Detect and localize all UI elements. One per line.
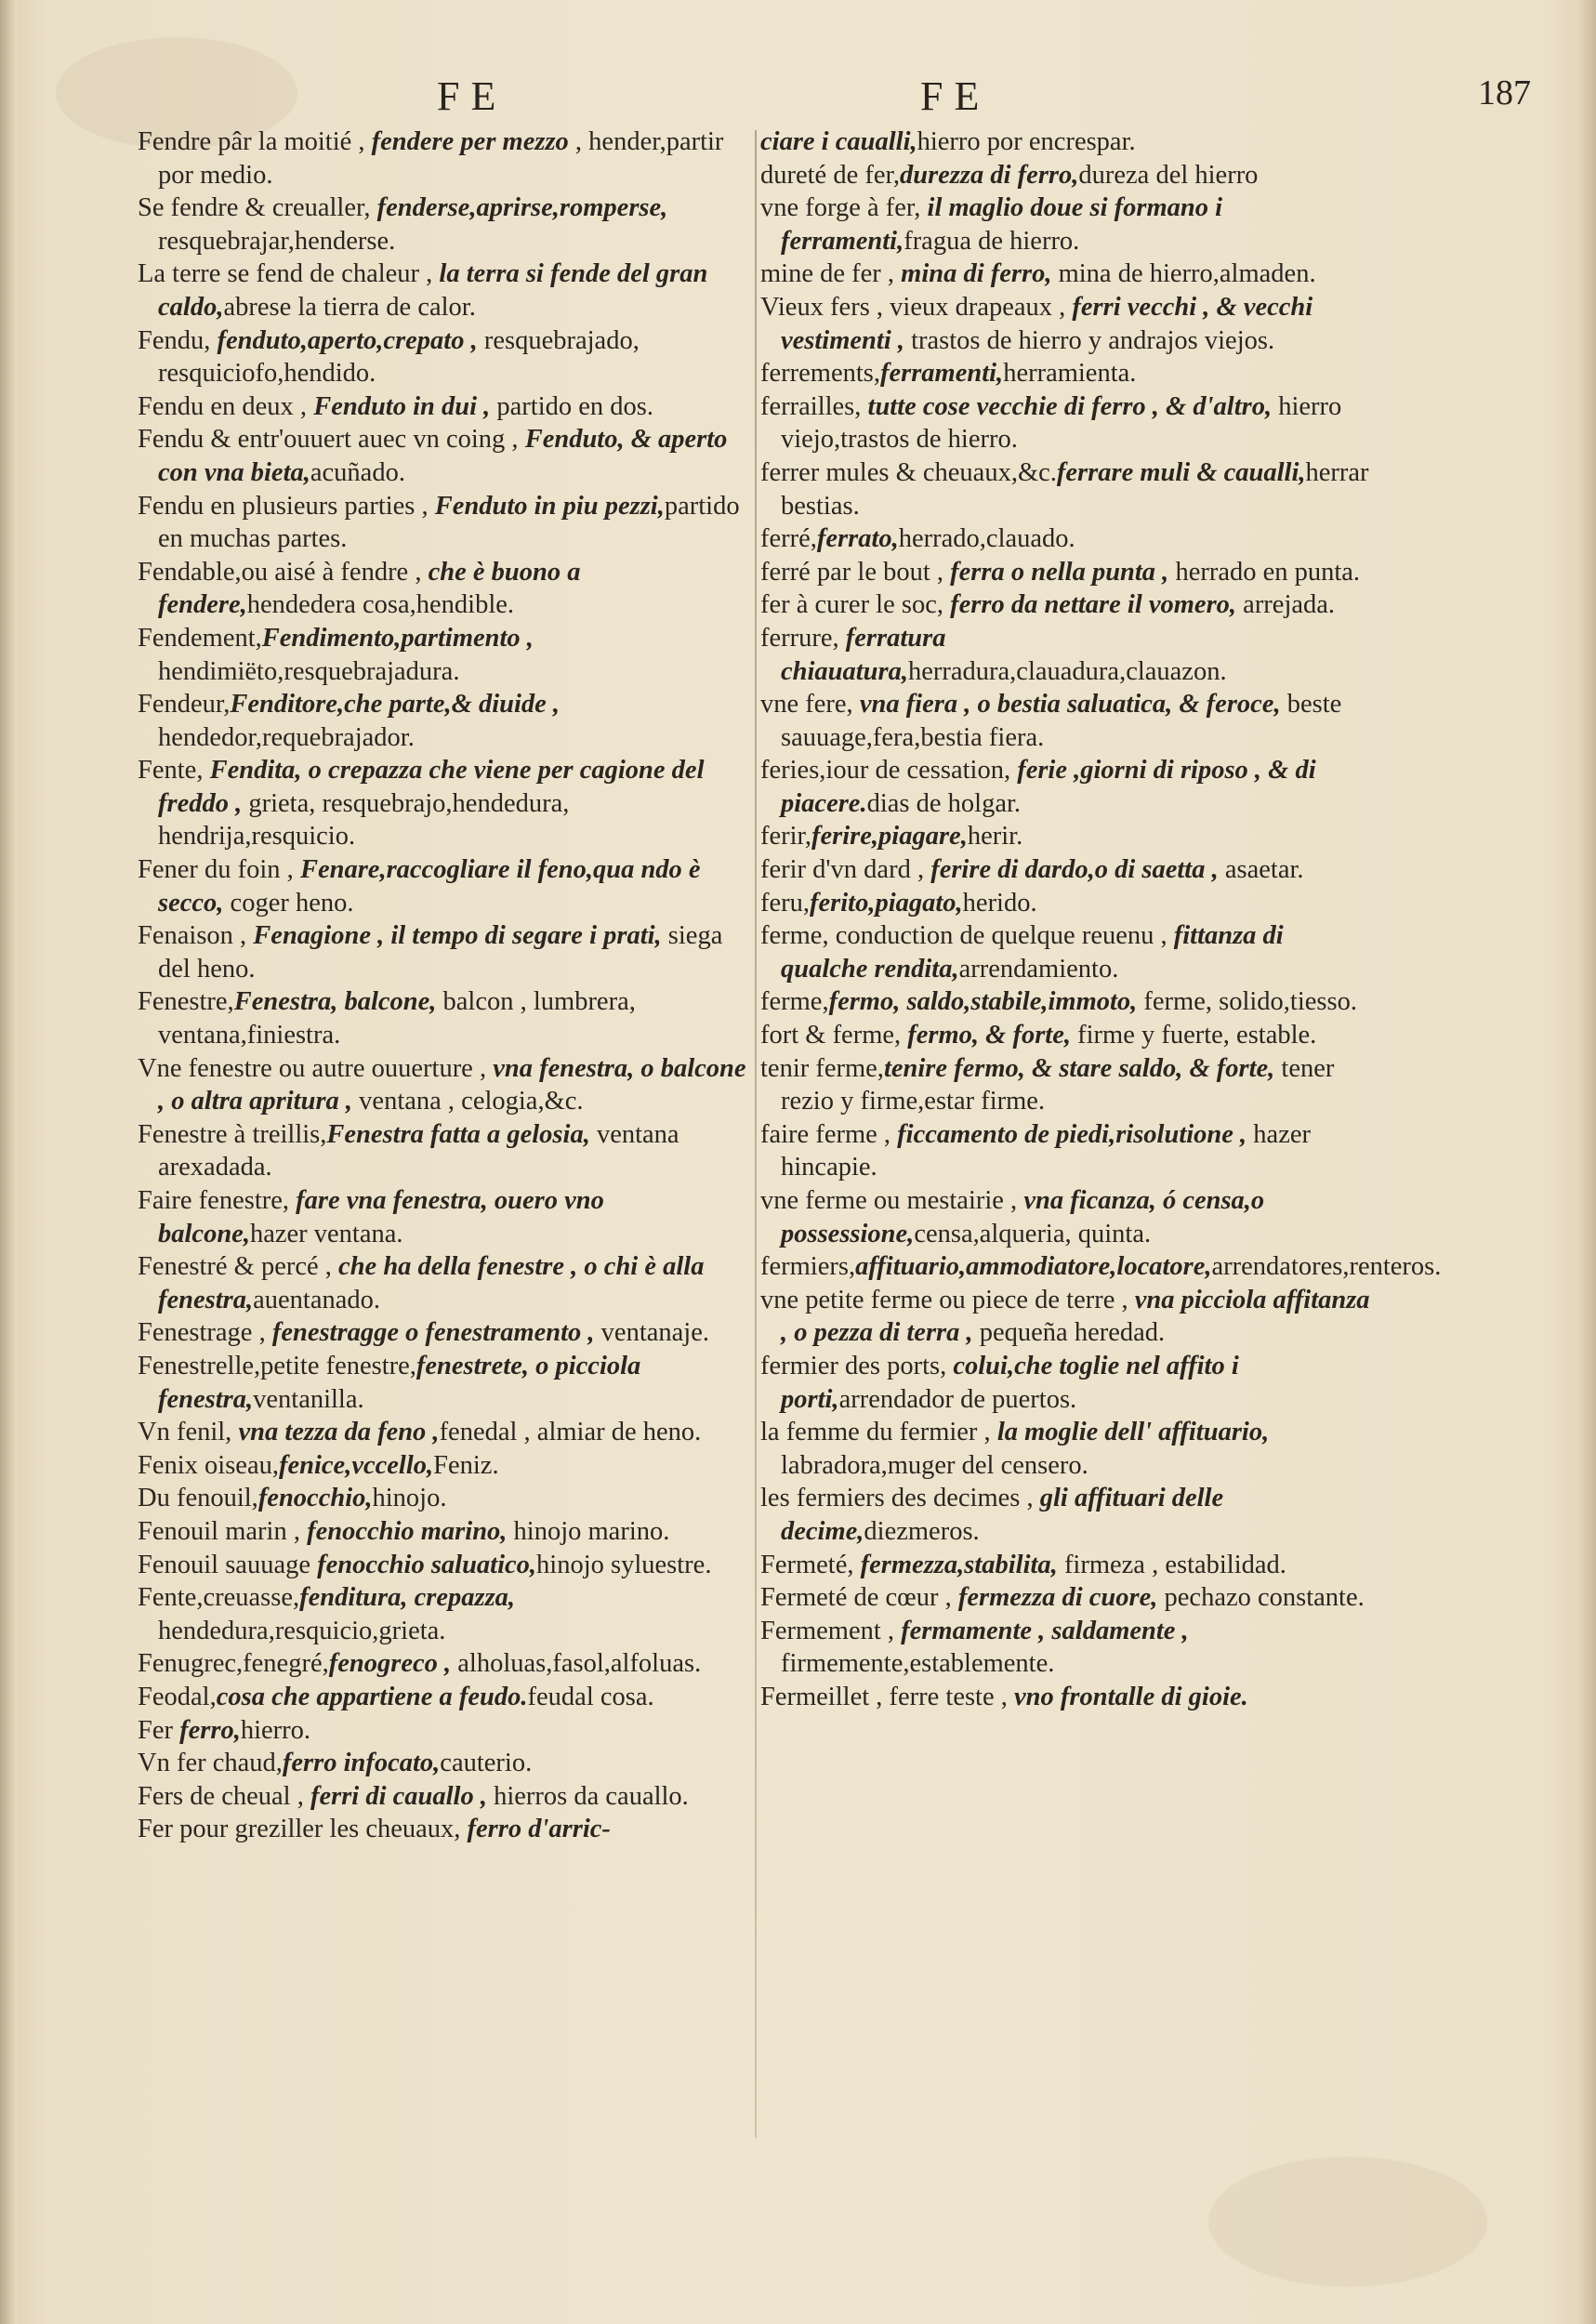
italian-translation: fenestragge o fenestramento , — [271, 1318, 595, 1348]
french-headword: Faire fenestre, — [138, 1186, 297, 1215]
french-headword: ferré, — [760, 524, 817, 554]
french-headword: ferrements, — [760, 359, 880, 389]
french-headword: Fendu & entr'ouuert auec vn coing , — [138, 425, 525, 455]
dictionary-entry — [138, 1747, 756, 1780]
spanish-translation: labradora,muger del censero. — [781, 1450, 1088, 1480]
french-headword: Fenestre, — [138, 987, 234, 1017]
italian-translation: Fenare,raccogliare il feno,qua ndo è secco, — [158, 855, 701, 918]
french-headword: ferme, conduction de quelque reuenu , — [760, 921, 1174, 951]
spanish-translation: , hender,partir por medio. — [158, 127, 724, 190]
french-headword: tenir ferme, — [760, 1053, 884, 1083]
spanish-translation: hendimiëto,resquebrajadura. — [158, 656, 460, 686]
spanish-translation: herir. — [967, 822, 1023, 852]
spanish-translation: herrado,clauado. — [898, 524, 1075, 554]
dictionary-entry — [760, 159, 1374, 192]
italian-translation: Fenduto, & aperto con vna bieta, — [158, 425, 728, 487]
french-headword: Fermeté, — [760, 1550, 861, 1579]
italian-translation: Fenditore,che parte,& diuide , — [230, 690, 561, 720]
dictionary-entry — [760, 1615, 1374, 1681]
french-headword: feries,iour de cessation, — [760, 756, 1018, 786]
spanish-translation: hinojo. — [372, 1484, 447, 1513]
italian-translation: ferrato, — [816, 524, 899, 554]
dictionary-entry — [760, 887, 1374, 920]
spanish-translation: arrendatores,renteros. — [1211, 1252, 1442, 1282]
italian-translation: ferire di dardo,o di saetta , — [930, 855, 1219, 885]
spanish-translation: hazer hincapie. — [781, 1119, 1311, 1182]
french-headword: Fenugrec,fenegré, — [138, 1649, 329, 1679]
dictionary-entry — [760, 1681, 1374, 1714]
italian-translation: vno frontalle di gioie. — [1014, 1682, 1248, 1711]
dictionary-entry — [760, 456, 1374, 522]
italian-translation: ferrare muli & caualli, — [1056, 457, 1306, 487]
french-headword: ferré par le bout , — [760, 557, 951, 587]
dictionary-entry — [138, 1449, 756, 1483]
dictionary-entry — [760, 985, 1374, 1019]
running-header — [0, 73, 1596, 128]
french-headword: Fendable,ou aisé à fendre , — [138, 557, 429, 587]
italian-translation: ferri di cauallo , — [310, 1781, 487, 1811]
italian-translation: durezza di ferro, — [899, 160, 1079, 190]
spanish-translation: ventanaje. — [594, 1318, 709, 1348]
french-headword: Fermement , — [760, 1616, 902, 1645]
italian-translation: fenocchio saluatico, — [317, 1550, 537, 1579]
french-headword: Fendu en plusieurs parties , — [138, 491, 435, 521]
spanish-translation: dias de holgar. — [866, 788, 1022, 818]
spanish-translation: asaetar. — [1218, 855, 1304, 885]
dictionary-entry — [138, 1350, 756, 1416]
french-headword: la femme du fermier , — [760, 1418, 997, 1447]
spanish-translation: herrar bestias. — [781, 457, 1369, 521]
spanish-translation: balcon , lumbrera, ventana,finiestra. — [158, 987, 636, 1050]
dictionary-entry — [760, 1052, 1374, 1118]
italian-translation: Fendita, o crepazza che viene per cagione del freddo , — [158, 756, 705, 818]
spanish-translation: herido. — [962, 888, 1037, 918]
spanish-translation: hendedura,resquicio,grieta. — [158, 1616, 446, 1645]
french-headword: ferir d'vn dard , — [760, 855, 931, 885]
french-headword: vne forge à fer, — [760, 193, 928, 223]
spanish-translation: herradura,clauadura,clauazon. — [908, 656, 1227, 686]
dictionary-entry — [138, 423, 756, 489]
italian-translation: ferra o nella punta , — [950, 557, 1169, 587]
dictionary-entry — [760, 556, 1374, 589]
spanish-translation: tener rezio y firme,estar firme. — [781, 1053, 1335, 1116]
italian-translation: Fenagione , il tempo di segare i prati, — [253, 921, 662, 951]
italian-translation: ferri vecchi , & vecchi vestimenti , — [781, 292, 1313, 355]
spanish-translation: mina de hierro,almaden. — [1051, 259, 1316, 289]
italian-translation: fenditura, crepazza, — [299, 1583, 516, 1613]
italian-translation: ferro da nettare il vomero, — [950, 590, 1237, 620]
spanish-translation: herramienta. — [1003, 359, 1137, 389]
spanish-translation: ferme, solido,tiesso. — [1137, 987, 1357, 1017]
french-headword: Fenouil marin , — [138, 1516, 308, 1546]
french-headword: fermiers, — [760, 1252, 856, 1282]
french-headword: Vn fer chaud, — [138, 1749, 283, 1778]
spanish-translation: Feniz. — [433, 1450, 499, 1480]
italian-translation: fermo, saldo,stabile,immoto, — [828, 987, 1138, 1017]
dictionary-entry — [138, 985, 756, 1051]
dictionary-entry — [760, 1118, 1374, 1184]
italian-translation: la terra si fende del gran caldo, — [158, 259, 708, 322]
dictionary-entry — [760, 588, 1374, 622]
french-headword: Fermeillet , ferre teste , — [760, 1682, 1015, 1711]
french-headword: Fendre pâr la moitié , — [138, 127, 372, 156]
spanish-translation: hendedera cosa,hendible. — [246, 590, 515, 620]
italian-translation: fenocchio marino, — [307, 1516, 508, 1546]
dictionary-entry — [760, 853, 1374, 887]
italian-translation: vna tezza da feno , — [238, 1418, 440, 1447]
french-headword: Feodal, — [138, 1682, 217, 1711]
spanish-translation: censa,alqueria, quinta. — [914, 1219, 1152, 1248]
dictionary-entry — [138, 1416, 756, 1449]
spanish-translation: pequeña heredad. — [972, 1318, 1166, 1348]
spanish-translation: arrendamiento. — [958, 954, 1119, 984]
french-headword: Fenestré & percé , — [138, 1252, 339, 1282]
french-headword: Se fendre & creualler, — [138, 193, 377, 223]
spanish-translation: hazer ventana. — [249, 1219, 403, 1248]
spanish-translation: partido en muchas partes. — [158, 491, 740, 554]
dictionary-entry — [138, 1780, 756, 1814]
dictionary-entry — [138, 556, 756, 622]
spanish-translation: arrendador de puertos. — [838, 1384, 1077, 1414]
french-headword: Fendu en deux , — [138, 391, 314, 421]
french-headword: Fenaison , — [138, 921, 254, 951]
french-headword: Fendement, — [138, 623, 262, 653]
spanish-translation: diezmeros. — [864, 1516, 980, 1546]
spanish-translation: dureza del hierro — [1078, 160, 1259, 190]
italian-translation: Fenduto in dui , — [313, 391, 491, 421]
spanish-translation: herrado en punta. — [1168, 557, 1361, 587]
header-right: FE — [920, 73, 991, 119]
italian-translation: affituario,ammodiatore,locatore, — [855, 1252, 1212, 1282]
header-left: FE — [437, 73, 508, 119]
dictionary-entry — [760, 622, 1374, 688]
italian-translation: tutte cose vecchie di ferro , & d'altro, — [867, 391, 1273, 421]
italian-translation: vna fenestra, o balcone , o altra apritura , — [158, 1053, 746, 1116]
french-headword: ferme, — [760, 987, 829, 1017]
dictionary-entry — [138, 622, 756, 688]
french-headword: vne petite ferme ou piece de terre , — [760, 1285, 1135, 1314]
french-headword: Du fenouil, — [138, 1484, 258, 1513]
italian-translation: fermo, & forte, — [907, 1021, 1071, 1050]
dictionary-entry — [138, 1581, 756, 1647]
italian-translation: colui,che toglie nel affito i porti, — [781, 1351, 1239, 1414]
italian-translation: vna ficanza, ó censa,o possessione, — [781, 1186, 1265, 1248]
french-headword: les fermiers des decimes , — [760, 1484, 1040, 1513]
italian-translation: fenocchio, — [257, 1484, 373, 1513]
french-headword: Vn fenil, — [138, 1418, 239, 1447]
italian-translation: ferro, — [179, 1715, 241, 1745]
french-headword: La terre se fend de chaleur , — [138, 259, 440, 289]
dictionary-entry — [138, 191, 756, 257]
italian-translation: fenestrete, o picciola fenestra, — [158, 1351, 641, 1414]
dictionary-entry — [760, 1350, 1374, 1416]
spanish-translation: hierro por encrespar. — [917, 127, 1136, 156]
italian-translation: fenderse,aprirse,romperse, — [376, 193, 668, 223]
spanish-translation: coger heno. — [223, 888, 354, 918]
french-headword: Fenestrelle,petite fenestre, — [138, 1351, 416, 1380]
italian-translation: vna picciola affitanza , o pezza di terra , — [781, 1285, 1370, 1348]
italian-translation: ferire,piagare, — [811, 822, 968, 852]
dictionary-entry — [138, 1118, 756, 1184]
french-headword: Fendu, — [138, 325, 218, 355]
paper-stain — [1208, 2157, 1487, 2287]
spanish-translation: hierro. — [240, 1715, 311, 1745]
italian-translation: fittanza di qualche rendita, — [781, 921, 1284, 984]
dictionary-entry — [138, 1549, 756, 1582]
dictionary-entry — [138, 125, 756, 191]
italian-translation: Fenduto in piu pezzi, — [434, 491, 665, 521]
french-headword: mine de fer , — [760, 259, 902, 289]
dictionary-entry — [760, 1581, 1374, 1615]
french-headword: Vne fenestre ou autre ouuerture , — [138, 1053, 494, 1083]
spanish-translation: partido en dos. — [490, 391, 653, 421]
italian-translation: il maglio doue si formano i ferramenti, — [781, 193, 1223, 256]
spanish-translation: firme y fuerte, estable. — [1071, 1021, 1317, 1050]
italian-translation: fare vna fenestra, ouero vno balcone, — [158, 1186, 604, 1248]
spanish-translation: firmemente,establemente. — [781, 1649, 1055, 1679]
spanish-translation: grieta, resquebrajo,hendedura, hendrija,resquicio. — [158, 788, 570, 852]
french-headword: ferrailles, — [760, 391, 868, 421]
french-headword: ferir, — [760, 822, 812, 852]
dictionary-entry — [760, 522, 1374, 556]
italian-translation: Fenestra, balcone, — [233, 987, 437, 1017]
spanish-translation: fenedal , almiar de heno. — [439, 1418, 702, 1447]
dictionary-entry — [138, 257, 756, 324]
dictionary-entry — [760, 291, 1374, 357]
dictionary-entry — [760, 754, 1374, 820]
dictionary-entry — [760, 125, 1374, 159]
french-headword: feru, — [760, 888, 811, 918]
spanish-translation: firmeza , estabilidad. — [1057, 1550, 1286, 1579]
french-headword: ferrure, — [760, 623, 846, 653]
dictionary-entry — [138, 1647, 756, 1681]
dictionary-entry — [760, 820, 1374, 853]
french-headword: vne fere, — [760, 690, 860, 720]
spanish-translation: abrese la tierra de calor. — [223, 292, 476, 322]
french-headword: Fenestrage , — [138, 1318, 272, 1348]
dictionary-entry — [138, 919, 756, 985]
french-headword: ferrer mules & cheuaux,&c. — [760, 457, 1057, 487]
italian-translation: ferro d'arric- — [467, 1815, 611, 1844]
italian-translation: che è buono a fendere, — [158, 557, 581, 620]
dictionary-entry — [138, 1184, 756, 1250]
italian-translation: ferito,piagato, — [810, 888, 963, 918]
spanish-translation: resquebrajado, resquiciofo,hendido. — [158, 325, 640, 389]
spanish-translation: ventana arexadada. — [158, 1119, 679, 1182]
dictionary-entry — [760, 919, 1374, 985]
dictionary-entry — [138, 1515, 756, 1549]
italian-translation: che ha della fenestre , o chi è alla fenestra, — [158, 1252, 705, 1314]
dictionary-entry — [760, 688, 1374, 754]
italian-translation: fermezza,stabilita, — [860, 1550, 1058, 1579]
spanish-translation: hierros da cauallo. — [486, 1781, 689, 1811]
italian-translation: ferie ,giorni di riposo , & di piacere. — [781, 756, 1316, 818]
spanish-translation: resquebrajar,henderse. — [158, 226, 396, 256]
spanish-translation: hendedor,requebrajador. — [158, 722, 415, 752]
french-headword: Fers de cheual , — [138, 1781, 310, 1811]
dictionary-entry — [760, 390, 1374, 456]
dictionary-entry — [138, 390, 756, 424]
french-headword: Fente, — [138, 756, 210, 786]
italian-translation: fenogreco , — [328, 1649, 452, 1679]
french-headword: dureté de fer, — [760, 160, 900, 190]
spanish-translation: arrejada. — [1236, 590, 1336, 620]
french-headword: Fermeté de cœur , — [760, 1583, 958, 1613]
right-column — [760, 125, 1442, 1714]
spanish-translation: pechazo constante. — [1157, 1583, 1365, 1613]
french-headword: Fener du foin , — [138, 855, 300, 885]
dictionary-entry — [760, 1416, 1374, 1482]
italian-translation: fermezza di cuore, — [957, 1583, 1158, 1613]
french-headword: Fenestre à treillis, — [138, 1119, 327, 1149]
italian-translation: ferramenti, — [879, 359, 1004, 389]
dictionary-entry — [760, 357, 1374, 390]
dictionary-entry — [760, 1482, 1374, 1548]
dictionary-entry — [760, 257, 1374, 291]
italian-translation: ficcamento de piedi,risolutione , — [897, 1119, 1247, 1149]
spanish-translation: hinojo syluestre. — [536, 1550, 712, 1579]
italian-translation: la moglie dell' affituario, — [996, 1418, 1270, 1447]
spanish-translation: beste sauuage,fera,bestia fiera. — [781, 690, 1342, 752]
italian-translation: mina di ferro, — [901, 259, 1052, 289]
italian-translation: ciare i caualli, — [760, 127, 917, 156]
french-headword: fermier des ports, — [760, 1351, 954, 1380]
dictionary-entry — [138, 1052, 756, 1118]
spanish-translation: ventana , celogia,&c. — [352, 1087, 584, 1116]
french-headword: Fente,creuasse, — [138, 1583, 300, 1613]
spanish-translation: hierro viejo,trastos de hierro. — [781, 391, 1342, 455]
dictionary-entry — [760, 191, 1374, 257]
french-headword: vne ferme ou mestairie , — [760, 1186, 1024, 1215]
dictionary-entry — [138, 324, 756, 390]
french-headword: Vieux fers , vieux drapeaux , — [760, 292, 1073, 322]
italian-translation: Fendimento,partimento , — [261, 623, 534, 653]
italian-translation: fermamente , saldamente , — [901, 1616, 1189, 1645]
dictionary-entry — [138, 1316, 756, 1350]
spanish-translation: auentanado. — [253, 1285, 381, 1314]
spanish-translation: hinojo marino. — [507, 1516, 670, 1546]
dictionary-entry — [760, 1549, 1374, 1582]
spanish-translation: trastos de hierro y andrajos viejos. — [904, 325, 1275, 355]
dictionary-entry — [138, 754, 756, 853]
italian-translation: ferro infocato, — [282, 1749, 441, 1778]
italian-translation: ferratura chiauatura, — [781, 623, 946, 686]
dictionary-entry — [760, 1019, 1374, 1052]
italian-translation: cosa che appartiene a feudo. — [216, 1682, 528, 1711]
italian-translation: gli affituari delle decime, — [781, 1484, 1224, 1546]
italian-translation: Fenestra fatta a gelosia, — [326, 1119, 590, 1149]
spanish-translation: fragua de hierro. — [904, 226, 1080, 256]
italian-translation: fendere per mezzo — [371, 127, 569, 156]
spanish-translation: ventanilla. — [253, 1384, 364, 1414]
dictionary-entry — [760, 1250, 1442, 1284]
dictionary-entry — [760, 1284, 1374, 1350]
french-headword: fort & ferme, — [760, 1021, 908, 1050]
french-headword: Fenix oiseau, — [138, 1450, 279, 1480]
dictionary-entry — [138, 1813, 756, 1846]
spanish-translation: cauterio. — [440, 1749, 533, 1778]
dictionary-entry — [138, 1681, 756, 1714]
spanish-translation: feudal cosa. — [527, 1682, 654, 1711]
italian-translation: fenduto,aperto,crepato , — [217, 325, 478, 355]
left-column — [138, 125, 756, 1846]
dictionary-entry — [138, 1250, 756, 1316]
italian-translation: tenire fermo, & stare saldo, & forte, — [883, 1053, 1275, 1083]
italian-translation: vna fiera , o bestia saluatica, & feroce, — [859, 690, 1281, 720]
dictionary-entry — [138, 853, 756, 919]
french-headword: Fer pour greziller les cheuaux, — [138, 1815, 468, 1844]
french-headword: faire ferme , — [760, 1119, 898, 1149]
dictionary-entry — [138, 1714, 756, 1748]
french-headword: fer à curer le soc, — [760, 590, 951, 620]
french-headword: Fendeur, — [138, 690, 231, 720]
dictionary-entry — [760, 1184, 1374, 1250]
italian-translation: fenice,vccello, — [278, 1450, 434, 1480]
dictionary-entry — [138, 1482, 756, 1515]
page-number: 187 — [1478, 73, 1531, 112]
spanish-translation: acuñado. — [310, 457, 405, 487]
dictionary-entry — [138, 490, 756, 556]
french-headword: Fer — [138, 1715, 180, 1745]
dictionary-entry — [138, 688, 756, 754]
spanish-translation: siega del heno. — [158, 921, 723, 984]
spanish-translation: alholuas,fasol,alfoluas. — [451, 1649, 702, 1679]
french-headword: Fenouil sauuage — [138, 1550, 318, 1579]
